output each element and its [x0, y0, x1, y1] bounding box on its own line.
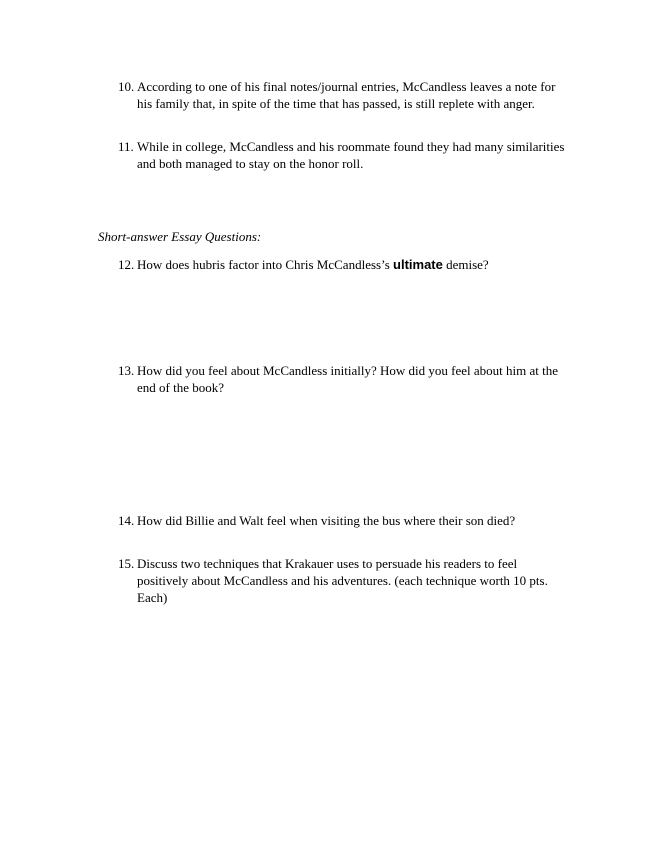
- item-text-line: and both managed to stay on the honor roll.: [137, 156, 364, 171]
- item-number: 10.: [118, 79, 135, 94]
- question-text-line: end of the book?: [137, 380, 225, 395]
- question-number: 14.: [118, 513, 135, 528]
- question-number: 15.: [118, 556, 135, 571]
- item-text-line: According to one of his final notes/journal entries, McCandless leaves a note for: [137, 79, 556, 94]
- question-text-part: demise?: [442, 257, 489, 272]
- question-number: 12.: [118, 257, 135, 272]
- question-text-line: positively about McCandless and his adventures. (each technique worth 10 pts.: [137, 573, 548, 588]
- question-text-line: Discuss two techniques that Krakauer uses to persuade his readers to feel: [137, 556, 518, 571]
- question-text-line: How did you feel about McCandless initially? How did you feel about him at the: [137, 363, 558, 378]
- item-text-line: his family that, in spite of the time that has passed, is still replete with anger.: [137, 96, 535, 111]
- question-text-part: How does hubris factor into Chris McCandless’s: [137, 257, 394, 272]
- section-heading: Short-answer Essay Questions:: [98, 229, 262, 244]
- emphasized-word: ultimate: [393, 257, 443, 272]
- item-text-line: While in college, McCandless and his roommate found they had many similarities: [137, 139, 565, 154]
- essay-question-13: [118, 362, 588, 396]
- essay-question-15: [118, 555, 588, 606]
- question-text-line: How did Billie and Walt feel when visiting the bus where their son died?: [137, 513, 516, 528]
- true-false-item-10: [118, 78, 588, 112]
- question-text-line: Each): [137, 590, 168, 605]
- essay-question-12: [118, 256, 588, 273]
- item-number: 11.: [118, 139, 134, 154]
- question-number: 13.: [118, 363, 135, 378]
- question-text: [118, 256, 588, 273]
- essay-question-14: [118, 512, 588, 529]
- true-false-item-11: [118, 138, 588, 172]
